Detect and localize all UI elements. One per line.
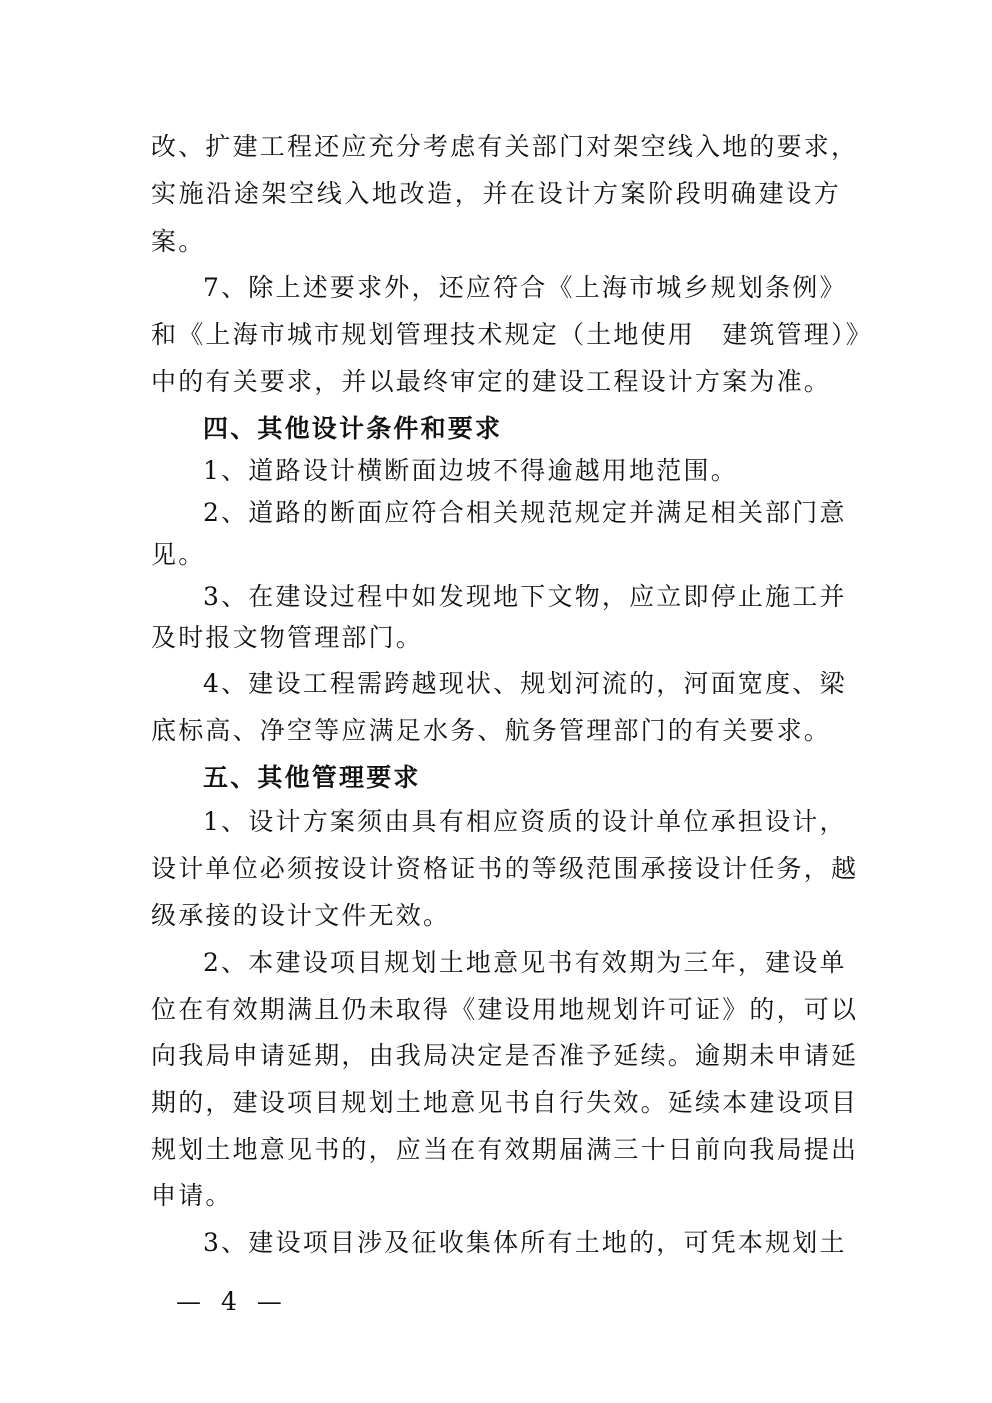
- paragraph-line: 见。: [151, 540, 206, 569]
- page-number: — 4 —: [176, 1287, 288, 1316]
- section-heading: 五、其他管理要求: [203, 763, 421, 792]
- paragraph-line: 案。: [151, 227, 206, 256]
- paragraph-line: 底标高、净空等应满足水务、航务管理部门的有关要求。: [151, 716, 832, 745]
- paragraph-line: 3、在建设过程中如发现地下文物，应立即停止施工并: [203, 582, 847, 611]
- paragraph-line: 4、建设工程需跨越现状、规划河流的，河面宽度、梁: [203, 669, 847, 698]
- section-heading: 四、其他设计条件和要求: [203, 414, 503, 443]
- paragraph-line: 设计单位必须按设计资格证书的等级范围承接设计任务，越: [151, 854, 859, 883]
- paragraph-line: 级承接的设计文件无效。: [151, 901, 451, 930]
- paragraph-line: 中的有关要求，并以最终审定的建设工程设计方案为准。: [151, 367, 832, 396]
- paragraph-line: 规划土地意见书的，应当在有效期届满三十日前向我局提出: [151, 1135, 859, 1164]
- paragraph-line: 改、扩建工程还应充分考虑有关部门对架空线入地的要求，: [151, 132, 859, 161]
- paragraph-line: 向我局申请延期，由我局决定是否准予延续。逾期未申请延: [151, 1041, 859, 1070]
- paragraph-line: 2、本建设项目规划土地意见书有效期为三年，建设单: [203, 948, 847, 977]
- paragraph-line: 位在有效期满且仍未取得《建设用地规划许可证》的，可以: [151, 995, 859, 1024]
- paragraph-line: 期的，建设项目规划土地意见书自行失效。延续本建设项目: [151, 1088, 859, 1117]
- paragraph-line: 2、道路的断面应符合相关规范规定并满足相关部门意: [203, 498, 847, 527]
- paragraph-line: 申请。: [151, 1181, 233, 1210]
- paragraph-line: 3、建设项目涉及征收集体所有土地的，可凭本规划土: [203, 1228, 847, 1257]
- paragraph-line: 1、道路设计横断面边坡不得逾越用地范围。: [203, 456, 738, 485]
- paragraph-line: 1、设计方案须由具有相应资质的设计单位承担设计，: [203, 807, 847, 836]
- paragraph-line: 实施沿途架空线入地改造，并在设计方案阶段明确建设方: [151, 179, 841, 208]
- paragraph-line: 和《上海市城市规划管理技术规定（土地使用 建筑管理）》: [151, 320, 873, 349]
- paragraph-line: 7、除上述要求外，还应符合《上海市城乡规划条例》: [203, 273, 847, 302]
- paragraph-line: 及时报文物管理部门。: [151, 623, 424, 652]
